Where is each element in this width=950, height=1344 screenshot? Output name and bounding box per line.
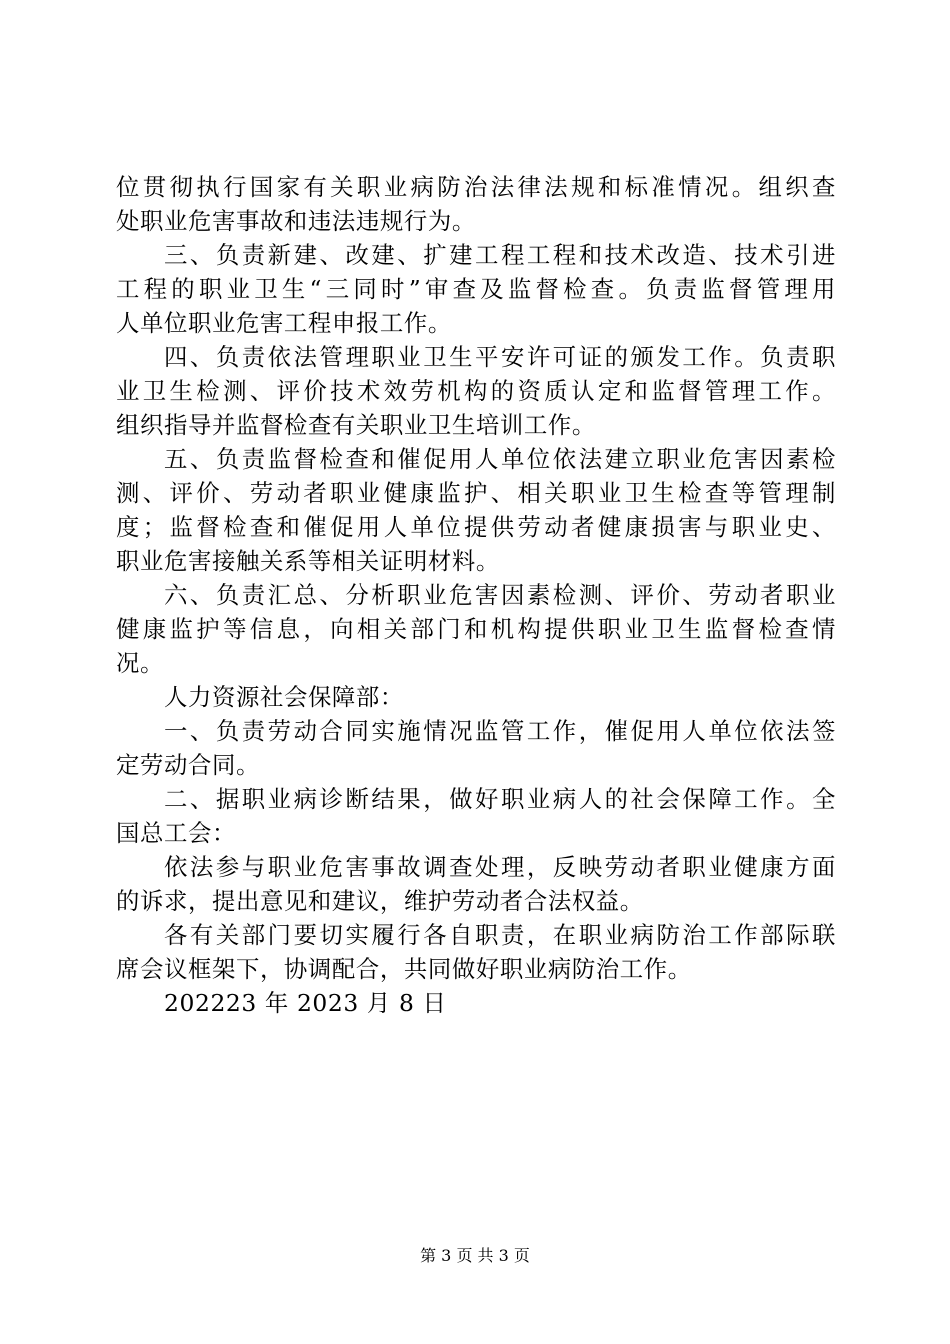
text-line: 席会议框架下，协调配合，共同做好职业病防治工作。 xyxy=(116,955,692,983)
paragraph-start-line: 六、负责汇总、分析职业危害因素检测、评价、劳动者职业 xyxy=(164,581,836,609)
text-line: 健康监护等信息，向相关部门和机构提供职业卫生监督检查情 xyxy=(116,615,836,643)
text-line: 人单位职业危害工程申报工作。 xyxy=(116,309,452,337)
section-heading: 人力资源社会保障部： xyxy=(164,683,404,711)
paragraph-start-line: 各有关部门要切实履行各自职责，在职业病防治工作部际联 xyxy=(164,921,836,949)
paragraph-start-line: 一、负责劳动合同实施情况监管工作，催促用人单位依法签 xyxy=(164,717,836,745)
text-line: 处职业危害事故和违法违规行为。 xyxy=(116,207,476,235)
paragraph-start-line: 三、负责新建、改建、扩建工程工程和技术改造、技术引进 xyxy=(164,241,836,269)
paragraph-start-line: 依法参与职业危害事故调查处理，反映劳动者职业健康方面 xyxy=(164,853,836,881)
page-footer xyxy=(0,1246,950,1266)
text-line: 的诉求，提出意见和建议，维护劳动者合法权益。 xyxy=(116,887,644,915)
text-line: 况。 xyxy=(116,649,164,677)
document-body xyxy=(116,170,836,1020)
paragraph-start-line: 二、据职业病诊断结果，做好职业病人的社会保障工作。全 xyxy=(164,785,836,813)
text-line: 业卫生检测、评价技术效劳机构的资质认定和监督管理工作。 xyxy=(116,377,836,405)
text-line: 定劳动合同。 xyxy=(116,751,260,779)
text-line: 国总工会： xyxy=(116,819,236,847)
text-line: 组织指导并监督检查有关职业卫生培训工作。 xyxy=(116,411,596,439)
page-number-label: 第 3 页 共 3 页 xyxy=(420,1246,530,1265)
text-line: 位贯彻执行国家有关职业病防治法律法规和标准情况。组织查 xyxy=(116,173,836,201)
paragraph-start-line: 五、负责监督检查和催促用人单位依法建立职业危害因素检 xyxy=(164,445,836,473)
text-line: 职业危害接触关系等相关证明材料。 xyxy=(116,547,500,575)
document-date: 202223 年 2023 月 8 日 xyxy=(164,989,447,1017)
text-line: 工程的职业卫生“三同时”审查及监督检查。负责监督管理用 xyxy=(116,275,836,303)
text-line: 测、评价、劳动者职业健康监护、相关职业卫生检查等管理制 xyxy=(116,479,836,507)
text-line: 度；监督检查和催促用人单位提供劳动者健康损害与职业史、 xyxy=(116,513,836,541)
paragraph-start-line: 四、负责依法管理职业卫生平安许可证的颁发工作。负责职 xyxy=(164,343,836,371)
